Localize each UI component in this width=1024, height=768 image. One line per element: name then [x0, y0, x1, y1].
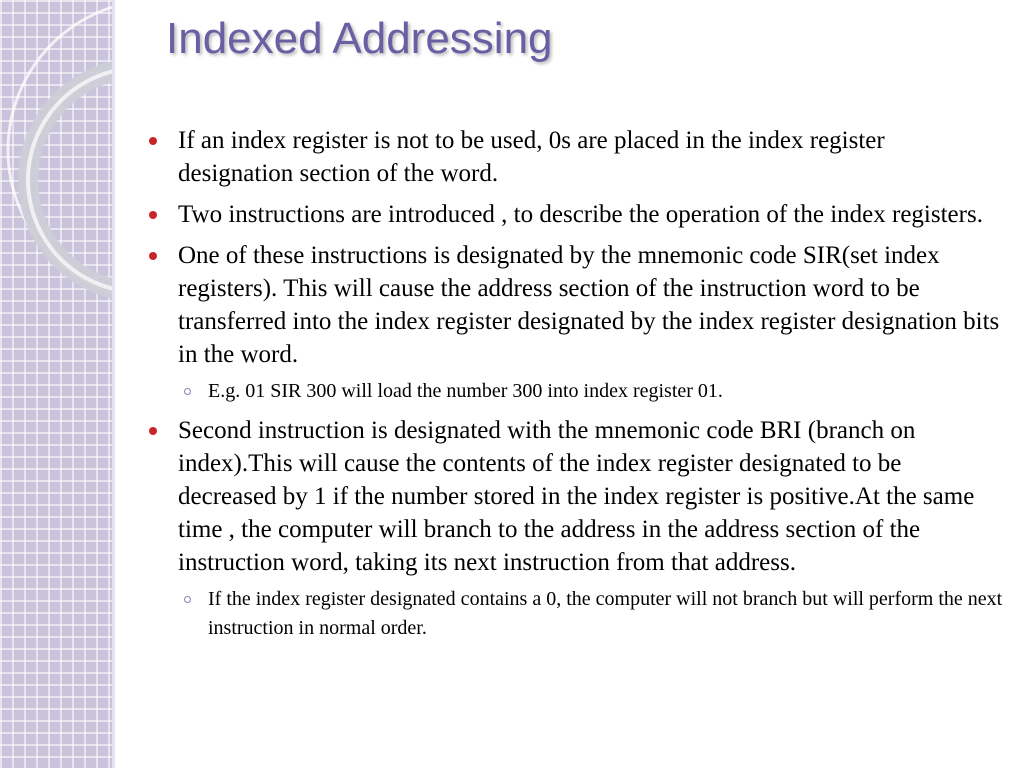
- bullet-item: [146, 124, 1006, 190]
- bullet-item: [146, 414, 1006, 579]
- bullet-dot-icon: [149, 427, 157, 435]
- bullet-item: [146, 198, 1006, 231]
- ring-medium: [28, 68, 112, 292]
- bullet-item: [146, 239, 1006, 371]
- slide-body: [146, 124, 1006, 651]
- bullet-text: One of these instructions is designated by the mnemonic code SIR(set index registers). This will cause the address section of the instruction word to be transferred into the index register designated by the index register designation bits in the word.: [178, 242, 1000, 368]
- hollow-circle-bullet-icon: [184, 596, 191, 603]
- bullet-text: If an index register is not to be used, 0s are placed in the index register designation section of the word.: [178, 127, 885, 187]
- decorative-rings-graphic: [0, 0, 112, 768]
- sub-bullet-item: [146, 377, 1006, 406]
- sidebar-divider: [112, 0, 115, 768]
- bullet-dot-icon: [149, 211, 157, 219]
- bullet-text: Two instructions are introduced , to describe the operation of the index registers.: [178, 201, 983, 228]
- bullet-dot-icon: [149, 252, 157, 260]
- slide-title: Indexed Addressing: [166, 14, 553, 63]
- bullet-dot-icon: [149, 137, 157, 145]
- sub-bullet-text: E.g. 01 SIR 300 will load the number 300 into index register 01.: [208, 380, 723, 402]
- decorative-sidebar: [0, 0, 112, 768]
- sub-bullet-item: [146, 585, 1006, 643]
- hollow-circle-bullet-icon: [184, 388, 191, 395]
- sub-bullet-text: If the index register designated contains a 0, the computer will not branch but will perform the next instruction in normal order.: [208, 588, 1003, 639]
- bullet-text: Second instruction is designated with the mnemonic code BRI (branch on index).This will cause the contents of the index register designated to be decreased by 1 if the number stored in the index register is positive.At the same time , the computer will branch to the address in the address section of the instruction word, taking its next instruction from that address.: [178, 417, 975, 576]
